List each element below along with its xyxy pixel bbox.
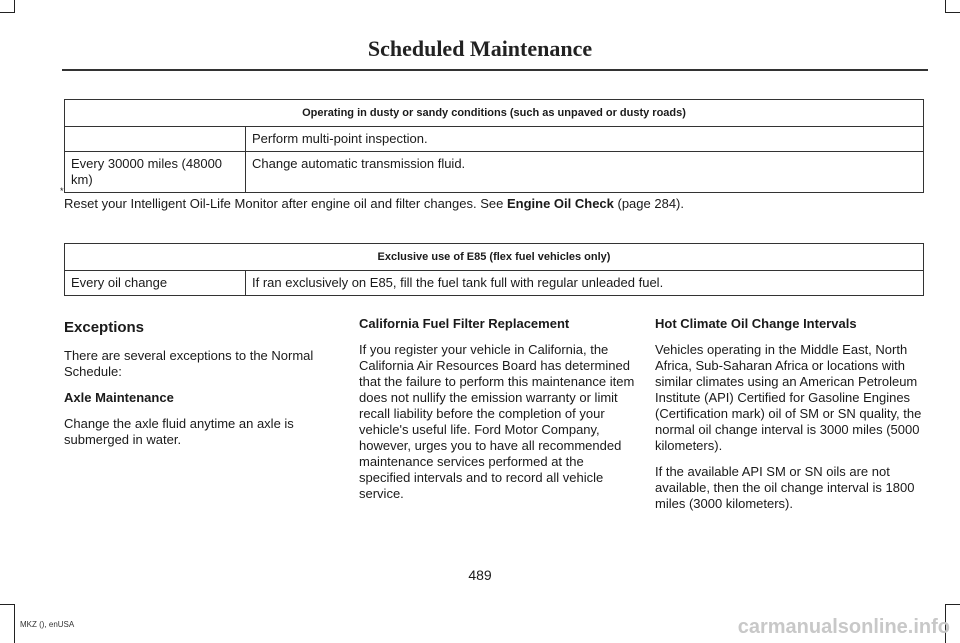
paragraph: If you register your vehicle in California, the California Air Resources Board has determined that the failure to perform this maintenance item does not nullify the emission warranty or limit recall liability before the completion of your vehicle's useful life. Ford Motor Company, however, urges you to have all recommended maintenance services performed at the specified intervals and to record all vehicle service. xyxy=(359,342,635,501)
action-cell: Perform multi-point inspection. xyxy=(246,127,924,152)
footer-code: MKZ (), enUSA xyxy=(20,620,75,629)
paragraph: There are several exceptions to the Normal Schedule: xyxy=(64,348,314,379)
action-cell: Change automatic transmission fluid. xyxy=(246,152,924,193)
section-title: Exceptions xyxy=(64,319,145,336)
crop-mark xyxy=(0,604,14,605)
interval-cell: Every oil change xyxy=(65,271,246,296)
crop-mark xyxy=(946,12,960,13)
crop-mark xyxy=(0,12,14,13)
crop-mark xyxy=(945,0,946,13)
table-heading: Operating in dusty or sandy conditions (such as unpaved or dusty roads) xyxy=(65,100,924,127)
subsection-title: Axle Maintenance xyxy=(64,390,174,405)
table-heading: Exclusive use of E85 (flex fuel vehicles only) xyxy=(65,244,924,271)
hot-climate-column xyxy=(655,316,927,522)
e85-table xyxy=(64,243,924,296)
footnote-text: Reset your Intelligent Oil-Life Monitor after engine oil and filter changes. See xyxy=(64,196,507,211)
subsection-title: California Fuel Filter Replacement xyxy=(359,316,570,331)
footnote-page-ref: (page 284). xyxy=(613,196,684,211)
crop-mark xyxy=(946,604,960,605)
interval-cell: Every 30000 miles (48000 km) xyxy=(65,152,246,193)
header-rule xyxy=(62,69,928,71)
footnote-marker: * xyxy=(60,186,64,196)
table-row xyxy=(65,127,924,152)
table-row xyxy=(65,152,924,193)
page-title: Scheduled Maintenance xyxy=(367,36,593,61)
interval-cell xyxy=(65,127,246,152)
paragraph: Change the axle fluid anytime an axle is submerged in water. xyxy=(64,416,294,447)
paragraph: Vehicles operating in the Middle East, North Africa, Sub-Saharan Africa or locations with similar climates using an American Petroleum Institute (API) Certified for Gasoline Engines (Certification mark) oil of SM or SN quality, the normal oil change interval is 3000 miles (5000 kilometers). xyxy=(655,342,922,453)
footnote xyxy=(60,186,924,211)
page-number: 489 xyxy=(468,567,492,583)
engine-oil-check-link[interactable]: Engine Oil Check xyxy=(506,196,614,211)
fuel-filter-column xyxy=(359,316,635,512)
crop-mark xyxy=(14,604,15,643)
watermark: carmanualsonline.info xyxy=(737,616,950,638)
paragraph: If the available API SM or SN oils are not available, then the oil change interval is 1800 miles (3000 kilometers). xyxy=(655,464,915,511)
exceptions-column xyxy=(64,320,340,458)
crop-mark xyxy=(14,0,15,13)
subsection-title: Hot Climate Oil Change Intervals xyxy=(655,316,857,331)
action-cell: If ran exclusively on E85, fill the fuel tank full with regular unleaded fuel. xyxy=(246,271,924,296)
dusty-conditions-table xyxy=(64,99,924,193)
table-row xyxy=(65,271,924,296)
